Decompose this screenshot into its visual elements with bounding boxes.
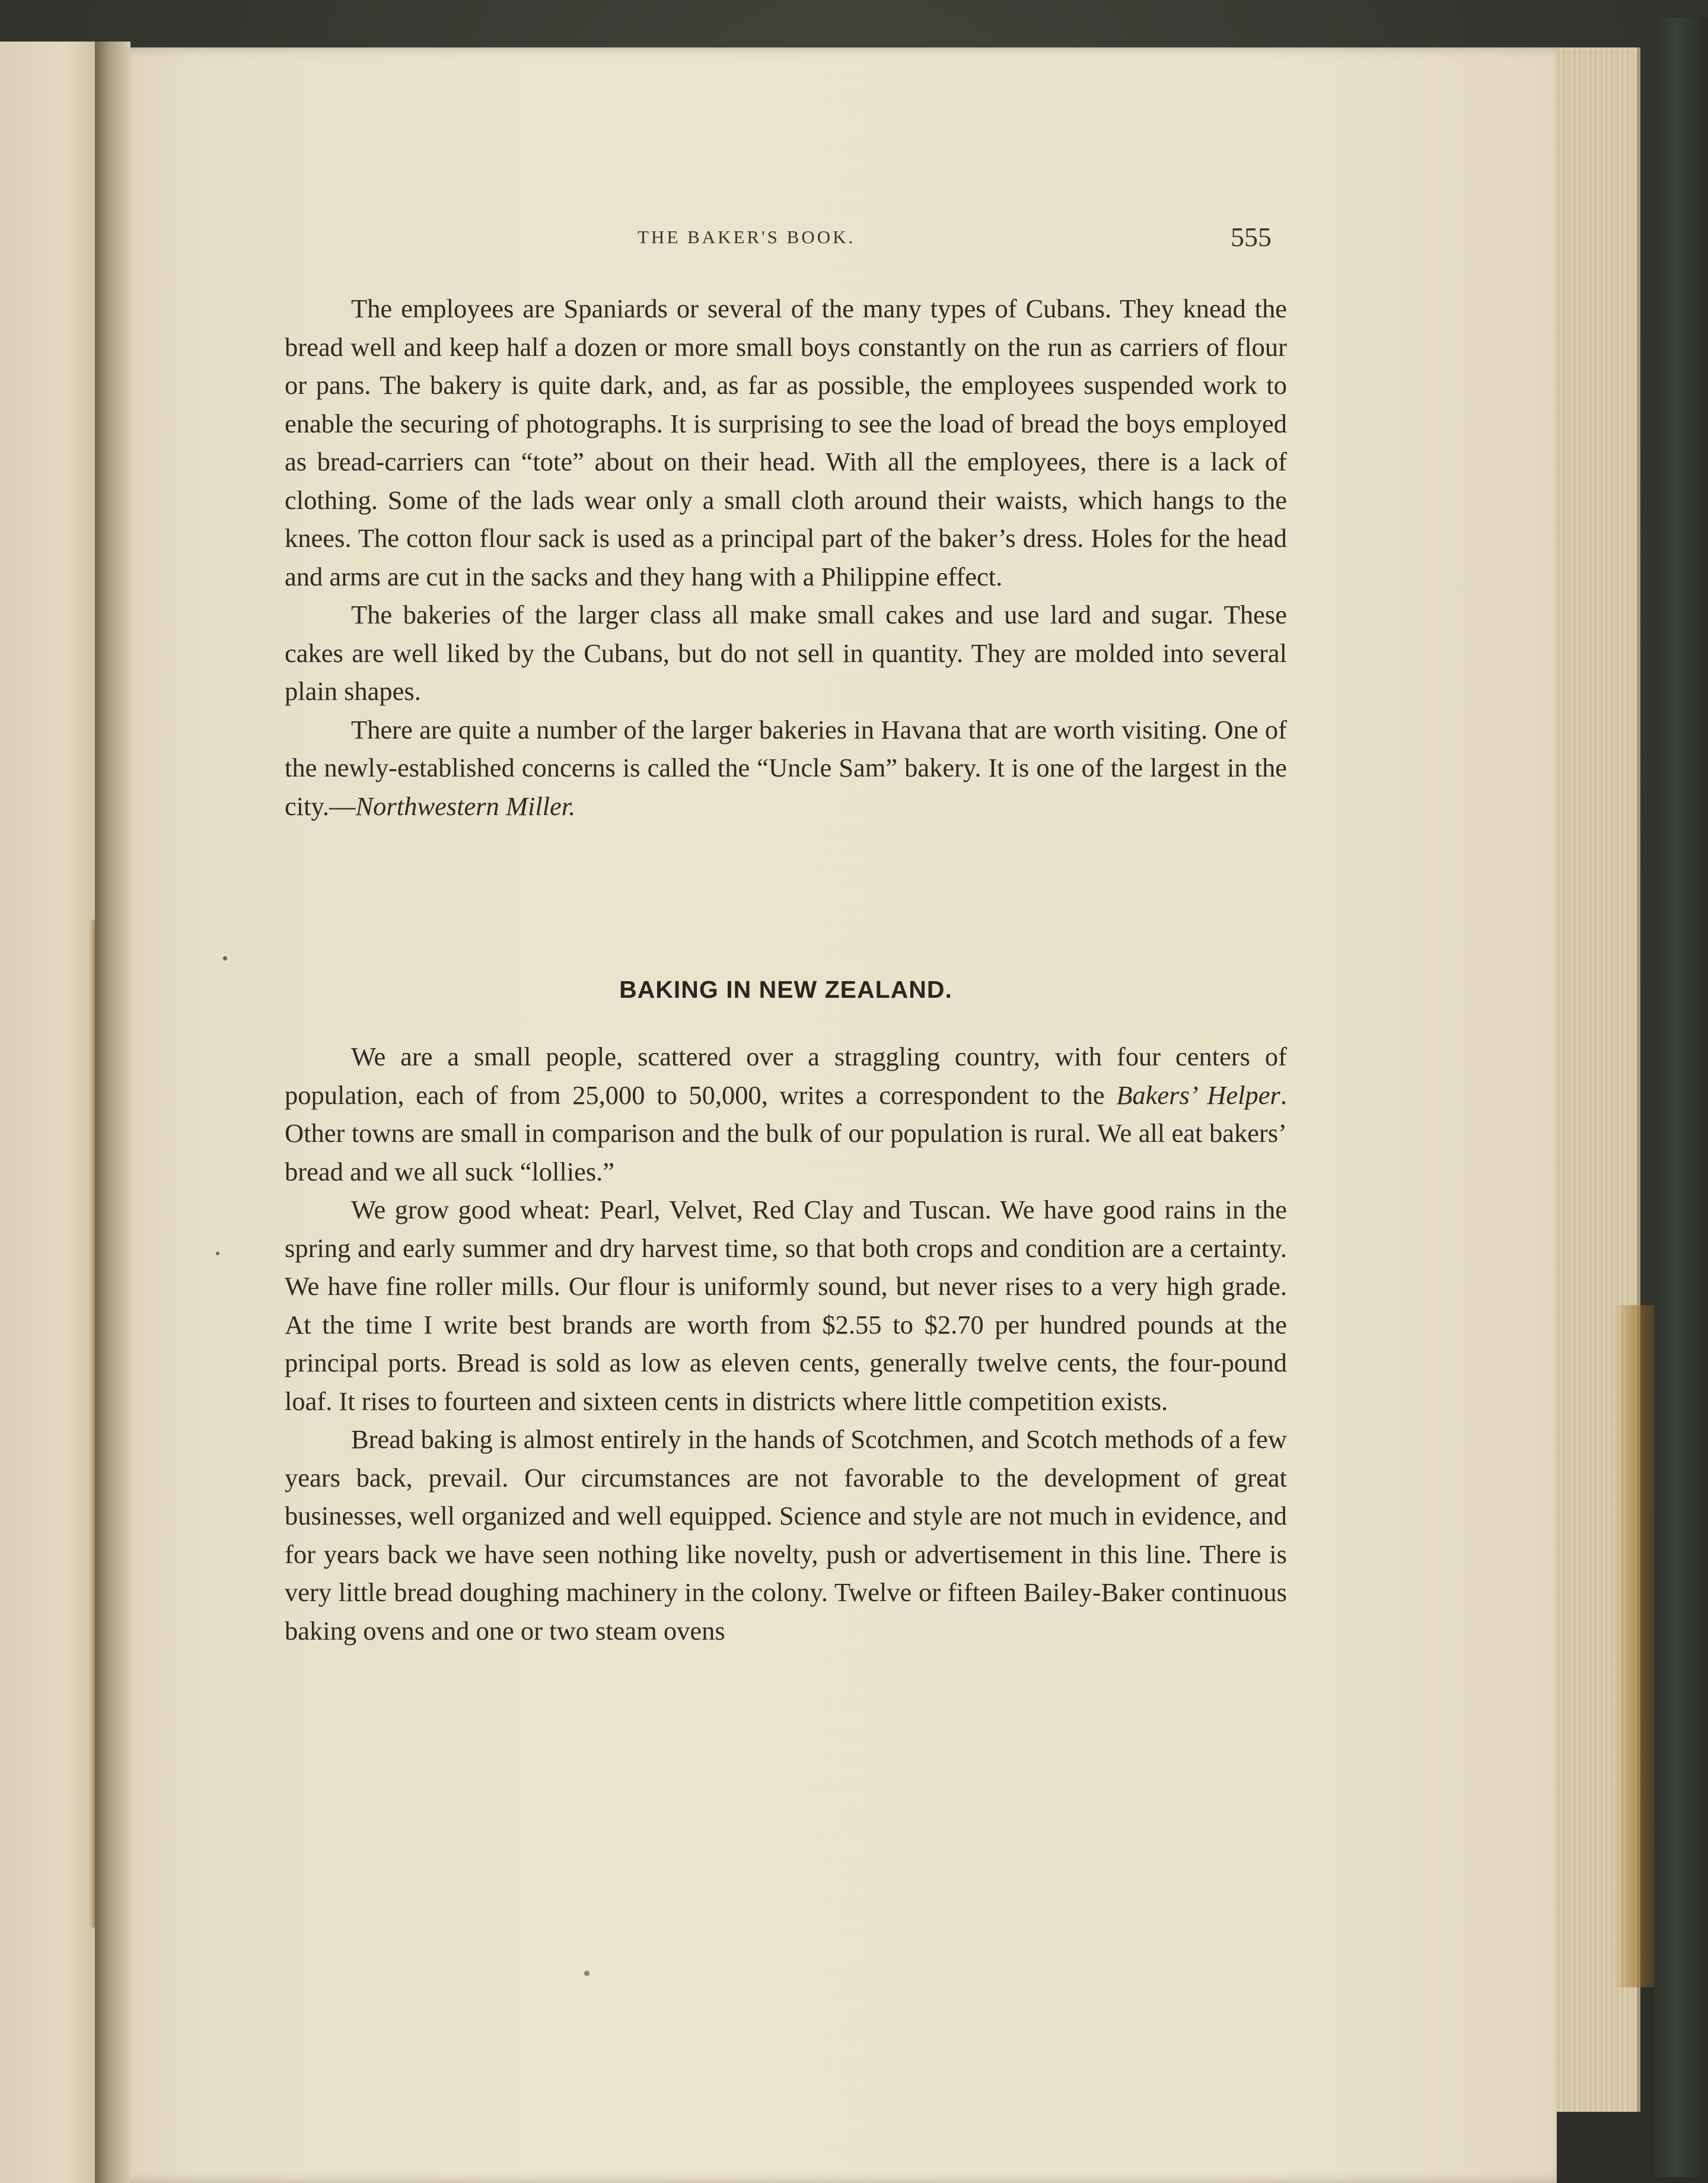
paragraph-havana-text: There are quite a number of the larger bakeries in Havana that are worth visiting. One of the newly-established concerns is called the “Uncle Sam” bakery. It is one of the largest in the city.— <box>285 714 1287 821</box>
page-number: 555 <box>1231 222 1272 252</box>
paragraph-scotchmen: Bread baking is almost entirely in the hands of Scotchmen, and Scotch methods of a few years back, prevail. Our circumstances are not favorable to the development of great businesses, well organized and well equipped. Science and style are not much in evidence, and for years back we have seen nothing like novelty, push or advertisement in this line. There is very little bread doughing machinery in the colony. Twelve or fifteen Bailey-Baker continuous baking ovens and one or two steam ovens <box>285 1424 1287 1646</box>
section-heading: BAKING IN NEW ZEALAND. <box>619 976 952 1003</box>
paragraph-small-people-end: . Other towns are small in comparison and the bulk of our population is rural. We all eat bakers’ bread and we all suck “lollies.” <box>285 1080 1287 1186</box>
paragraph-small-people-start: We are a small people, scattered over a straggling country, with four centers of population, each of from 25,000 to 50,000, writes a correspondent to the <box>285 1042 1287 1110</box>
paragraph-employees: The employees are Spaniards or several of the many types of Cubans. They knead the bread well and keep half a dozen or more small boys constantly on the run as carriers of flour or pans. The bakery is quite dark, and, as far as possible, the employees suspended work to enable the securing of photographs. It is surprising to see the load of bread the boys employed as bread-carriers can “tote” about on their head. With all the employees, there is a lack of clothing. Some of the lads wear only a small cloth around their waists, which hangs to the knees. The cotton flour sack is used as a principal part of the baker’s dress. Holes for the head and arms are cut in the sacks and they hang with a Philippine effect. <box>285 294 1287 591</box>
publication-title: Bakers’ Helper <box>1116 1080 1280 1110</box>
page-edge-stain <box>1613 1305 1655 1987</box>
paragraph-havana-bakeries <box>285 711 1287 826</box>
paper-speck <box>223 956 227 960</box>
source-citation: Northwestern Miller. <box>355 791 576 821</box>
paragraph-wheat: We grow good wheat: Pearl, Velvet, Red Clay and Tuscan. We have good rains in the spring and early summer and dry harvest time, so that both crops and condition are a certainty. We have fine roller mills. Our flour is uniformly sound, but never rises to a very high grade. At the time I write best brands are worth from $2.55 to $2.70 per hundred pounds at the principal ports. Bread is sold as low as eleven cents, generally twelve cents, the four-pound loaf. It rises to fourteen and sixteen cents in districts where little competition exists. <box>285 1195 1287 1416</box>
paper-speck <box>216 1252 219 1255</box>
section-1-body <box>285 289 1287 825</box>
paper-speck <box>584 1971 589 1976</box>
section-2-body <box>285 1038 1287 1650</box>
paragraph-cakes: The bakeries of the larger class all make small cakes and use lard and sugar. These cakes are well liked by the Cubans, but do not sell in quantity. They are molded into several plain shapes. <box>285 600 1287 706</box>
running-head-title: THE BAKER'S BOOK. <box>638 227 856 247</box>
page-gutter <box>95 42 130 2183</box>
paragraph-small-people <box>285 1038 1287 1191</box>
book-cover-edge <box>1655 18 1708 2177</box>
